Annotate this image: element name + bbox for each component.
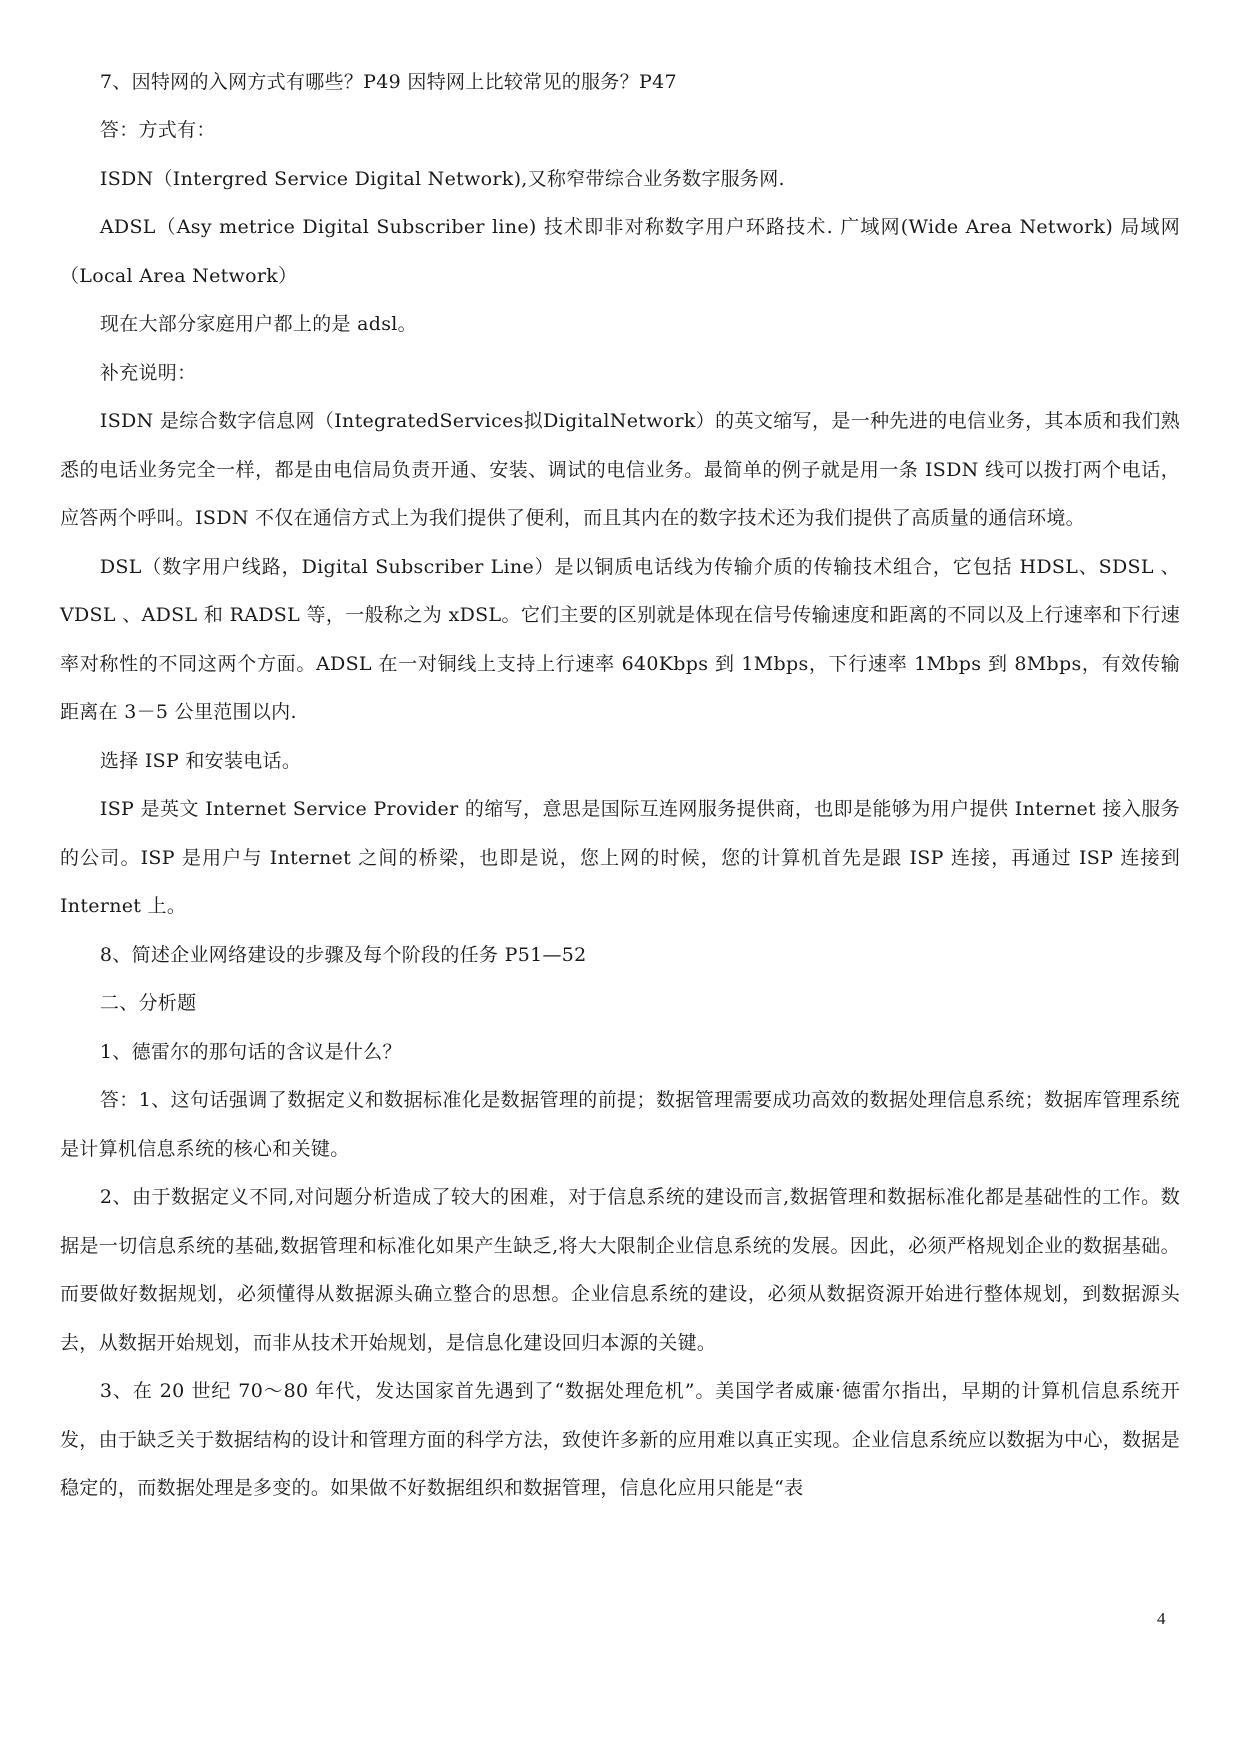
supplement-label: 补充说明： xyxy=(99,361,197,384)
answer-label: 答：方式有： xyxy=(99,119,216,141)
isp-paragraph: ISP 是英文 Internet Service Provider 的缩写，意思是国际互连网服务提供商，也即是能够为用户提供 Internet 接入服务的公司。ISP 是用户与 Internet 之间的桥梁，也即是说，您上网的时候，您的计算机首先是跟 ISP 连接，再通过 ISP 连接到 Internet 上。 xyxy=(60,798,1180,917)
document-page xyxy=(60,58,1180,1513)
adsl-item: ADSL（Asy metrice Digital Subscriber line) 技术即非对称数字用户环路技术. 广域网(Wide Area Network) 局域网（Local Area Network） xyxy=(60,216,1180,287)
section-heading: 二、分析题 xyxy=(99,992,197,1014)
analysis-answer-1: 答：1、这句话强调了数据定义和数据标准化是数据管理的前提；数据管理需要成功高效的数据处理信息系统；数据库管理系统是计算机信息系统的核心和关键。 xyxy=(60,1089,1180,1160)
isp-choose: 选择 ISP 和安装电话。 xyxy=(99,749,302,772)
isdn-item: ISDN（Intergred Service Digital Network),又称窄带综合业务数字服务网. xyxy=(99,167,785,190)
question-7: 7、因特网的入网方式有哪些？P49 因特网上比较常见的服务？P47 xyxy=(99,71,677,93)
analysis-question-1: 1、德雷尔的那句话的含议是什么？ xyxy=(99,1040,402,1063)
analysis-answer-2: 2、由于数据定义不同,对问题分析造成了较大的困难，对于信息系统的建设而言,数据管理和数据标准化都是基础性的工作。数据是一切信息系统的基础,数据管理和标准化如果产生缺乏,将大大限制企业信息系统的发展。因此，必须严格规划企业的数据基础。而要做好数据规划，必须懂得从数据源头确立整合的思想。企业信息系统的建设，必须从数据资源开始进行整体规划，到数据源头去，从数据开始规划，而非从技术开始规划，是信息化建设回归本源的关键。 xyxy=(60,1186,1180,1354)
page-number: 4 xyxy=(1157,1609,1166,1628)
isdn-paragraph: ISDN 是综合数字信息网（IntegratedServices拟DigitalNetwork）的英文缩写，是一种先进的电信业务，其本质和我们熟悉的电话业务完全一样，都是由电信局负责开通、安装、调试的电信业务。最简单的例子就是用一条 ISDN 线可以拨打两个电话，应答两个呼叫。ISDN 不仅在通信方式上为我们提供了便利，而且其内在的数字技术还为我们提供了高质量的通信环境。 xyxy=(60,410,1180,529)
analysis-answer-3: 3、在 20 世纪 70～80 年代，发达国家首先遇到了“数据处理危机”。美国学者威廉·德雷尔指出，早期的计算机信息系统开发，由于缺乏关于数据结构的设计和管理方面的科学方法，致使许多新的应用难以真正实现。企业信息系统应以数据为中心，数据是稳定的，而数据处理是多变的。如果做不好数据组织和数据管理，信息化应用只能是“表 xyxy=(60,1380,1180,1499)
question-8: 8、简述企业网络建设的步骤及每个阶段的任务 P51—52 xyxy=(99,943,587,966)
adsl-note: 现在大部分家庭用户都上的是 adsl。 xyxy=(99,313,417,335)
dsl-paragraph: DSL（数字用户线路，Digital Subscriber Line）是以铜质电话线为传输介质的传输技术组合，它包括 HDSL、SDSL 、VDSL 、ADSL 和 RADSL 等，一般称之为 xDSL。它们主要的区别就是体现在信号传输速度和距离的不同以及上行速率和下行速率对称性的不同这两个方面。ADSL 在一对铜线上支持上行速率 640Kbps 到 1Mbps，下行速率 1Mbps 到 8Mbps，有效传输距离在 3－5 公里范围以内. xyxy=(60,555,1180,723)
